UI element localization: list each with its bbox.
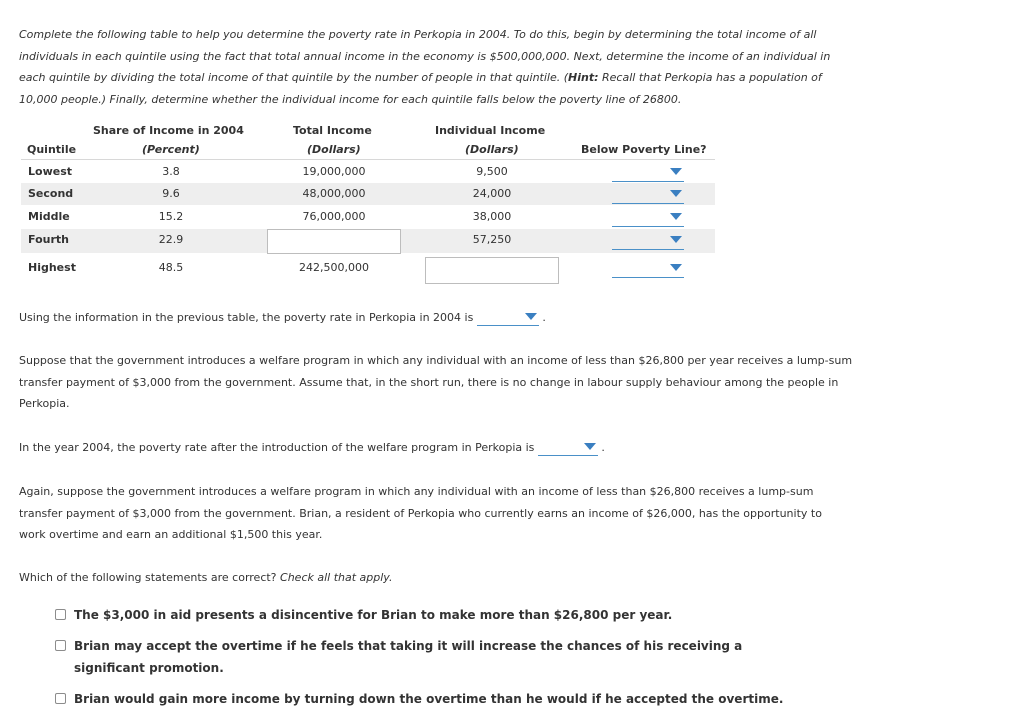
- question-end: .: [542, 311, 546, 324]
- table-row: [21, 206, 715, 228]
- chevron-down-icon: [670, 236, 682, 243]
- total-income-input[interactable]: [267, 229, 401, 254]
- quintile-cell: Highest: [28, 261, 76, 274]
- option-3[interactable]: [55, 689, 815, 711]
- header-share-sub: (Percent): [142, 143, 200, 156]
- share-cell: 22.9: [158, 233, 184, 246]
- option-label: Brian would gain more income by turning down the overtime than he would if he accepted the overtime.: [74, 692, 784, 706]
- question-welfare-poverty-rate: [19, 437, 605, 459]
- below-poverty-dropdown[interactable]: [612, 232, 684, 250]
- header-divider: [21, 159, 715, 160]
- total-cell: 48,000,000: [302, 187, 366, 200]
- question-text: Which of the following statements are correct?: [19, 571, 277, 584]
- share-cell: 15.2: [158, 210, 184, 223]
- quintile-cell: Fourth: [28, 233, 69, 246]
- header-below: Below Poverty Line?: [581, 143, 707, 156]
- total-cell: 76,000,000: [302, 210, 366, 223]
- chevron-down-icon: [670, 213, 682, 220]
- below-poverty-dropdown[interactable]: [612, 209, 684, 227]
- question-end: .: [601, 441, 605, 454]
- question-statements: [19, 567, 392, 589]
- header-total: Total Income: [293, 124, 372, 137]
- share-cell: 48.5: [158, 261, 184, 274]
- intro-text-1: Complete the following table to help you determine the poverty rate in Perkopia in 2004. To do this, begin by determining the total income of all individuals in each quintile using the fact that total annual income in the economy is $500,000,000. Next, determine the income of an individual in each quintile by dividing the total income of that quintile by the number of people in that quintile. (: [19, 28, 831, 85]
- individual-cell: 24,000: [472, 187, 512, 200]
- checkbox[interactable]: [55, 609, 66, 620]
- below-poverty-dropdown[interactable]: [612, 260, 684, 278]
- share-cell: 3.8: [162, 165, 180, 178]
- chevron-down-icon: [670, 190, 682, 197]
- welfare-paragraph: Suppose that the government introduces a welfare program in which any individual with an income of less than $26,800 per year receives a lump-sum transfer payment of $3,000 from the government. Assume that, in the short run, there is no change in labour supply behaviour among the people in Perkopia.: [19, 354, 853, 411]
- welfare-poverty-rate-dropdown[interactable]: [538, 440, 598, 456]
- total-cell: 19,000,000: [302, 165, 366, 178]
- below-poverty-dropdown[interactable]: [612, 164, 684, 182]
- table-row: [21, 161, 715, 183]
- below-poverty-dropdown[interactable]: [612, 186, 684, 204]
- checkbox[interactable]: [55, 693, 66, 704]
- header-quintile: Quintile: [27, 143, 77, 156]
- quintile-cell: Lowest: [28, 165, 72, 178]
- individual-cell: 9,500: [476, 165, 508, 178]
- header-share: Share of Income in 2004: [93, 124, 244, 137]
- individual-cell: 38,000: [472, 210, 512, 223]
- table-row: [21, 183, 715, 205]
- header-individual-sub: (Dollars): [465, 143, 519, 156]
- individual-cell: 57,250: [472, 233, 512, 246]
- quintile-cell: Second: [28, 187, 74, 200]
- header-individual: Individual Income: [435, 124, 546, 137]
- chevron-down-icon: [525, 313, 537, 320]
- header-total-sub: (Dollars): [307, 143, 361, 156]
- question-text: In the year 2004, the poverty rate after the introduction of the welfare program in Perkopia is: [19, 441, 535, 454]
- chevron-down-icon: [670, 264, 682, 271]
- overtime-paragraph: Again, suppose the government introduces a welfare program in which any individual with an income of less than $26,800 receives a lump-sum transfer payment of $3,000 from the government. Brian, a resident of Perkopia who currently earns an income of $26,000, has the opportunity to work overtime and earn an additional $1,500 this year.: [19, 485, 822, 542]
- checkbox[interactable]: [55, 640, 66, 651]
- option-2[interactable]: [55, 636, 815, 679]
- option-label: Brian may accept the overtime if he feels that taking it will increase the chances of his receiving a significant promotion.: [74, 639, 743, 675]
- chevron-down-icon: [670, 168, 682, 175]
- question-poverty-rate: [19, 307, 546, 329]
- option-1[interactable]: [55, 605, 815, 627]
- total-cell: 242,500,000: [299, 261, 369, 274]
- option-label: The $3,000 in aid presents a disincentive for Brian to make more than $26,800 per year.: [74, 608, 673, 622]
- hint-label: Hint:: [568, 71, 599, 85]
- quintile-cell: Middle: [28, 210, 70, 223]
- question-text: Using the information in the previous table, the poverty rate in Perkopia in 2004 is: [19, 311, 474, 324]
- poverty-rate-dropdown[interactable]: [477, 310, 539, 326]
- share-cell: 9.6: [162, 187, 180, 200]
- table-row: [21, 257, 715, 285]
- table-row: [21, 229, 715, 253]
- question-hint: Check all that apply.: [280, 571, 393, 584]
- intro-paragraph: [19, 24, 849, 111]
- chevron-down-icon: [584, 443, 596, 450]
- intro-text-2: Recall that Perkopia has a population of 10,000 people.) Finally, determine whether the individual income for each quintile falls below the poverty line of 26800.: [19, 71, 822, 107]
- individual-income-input[interactable]: [425, 257, 559, 284]
